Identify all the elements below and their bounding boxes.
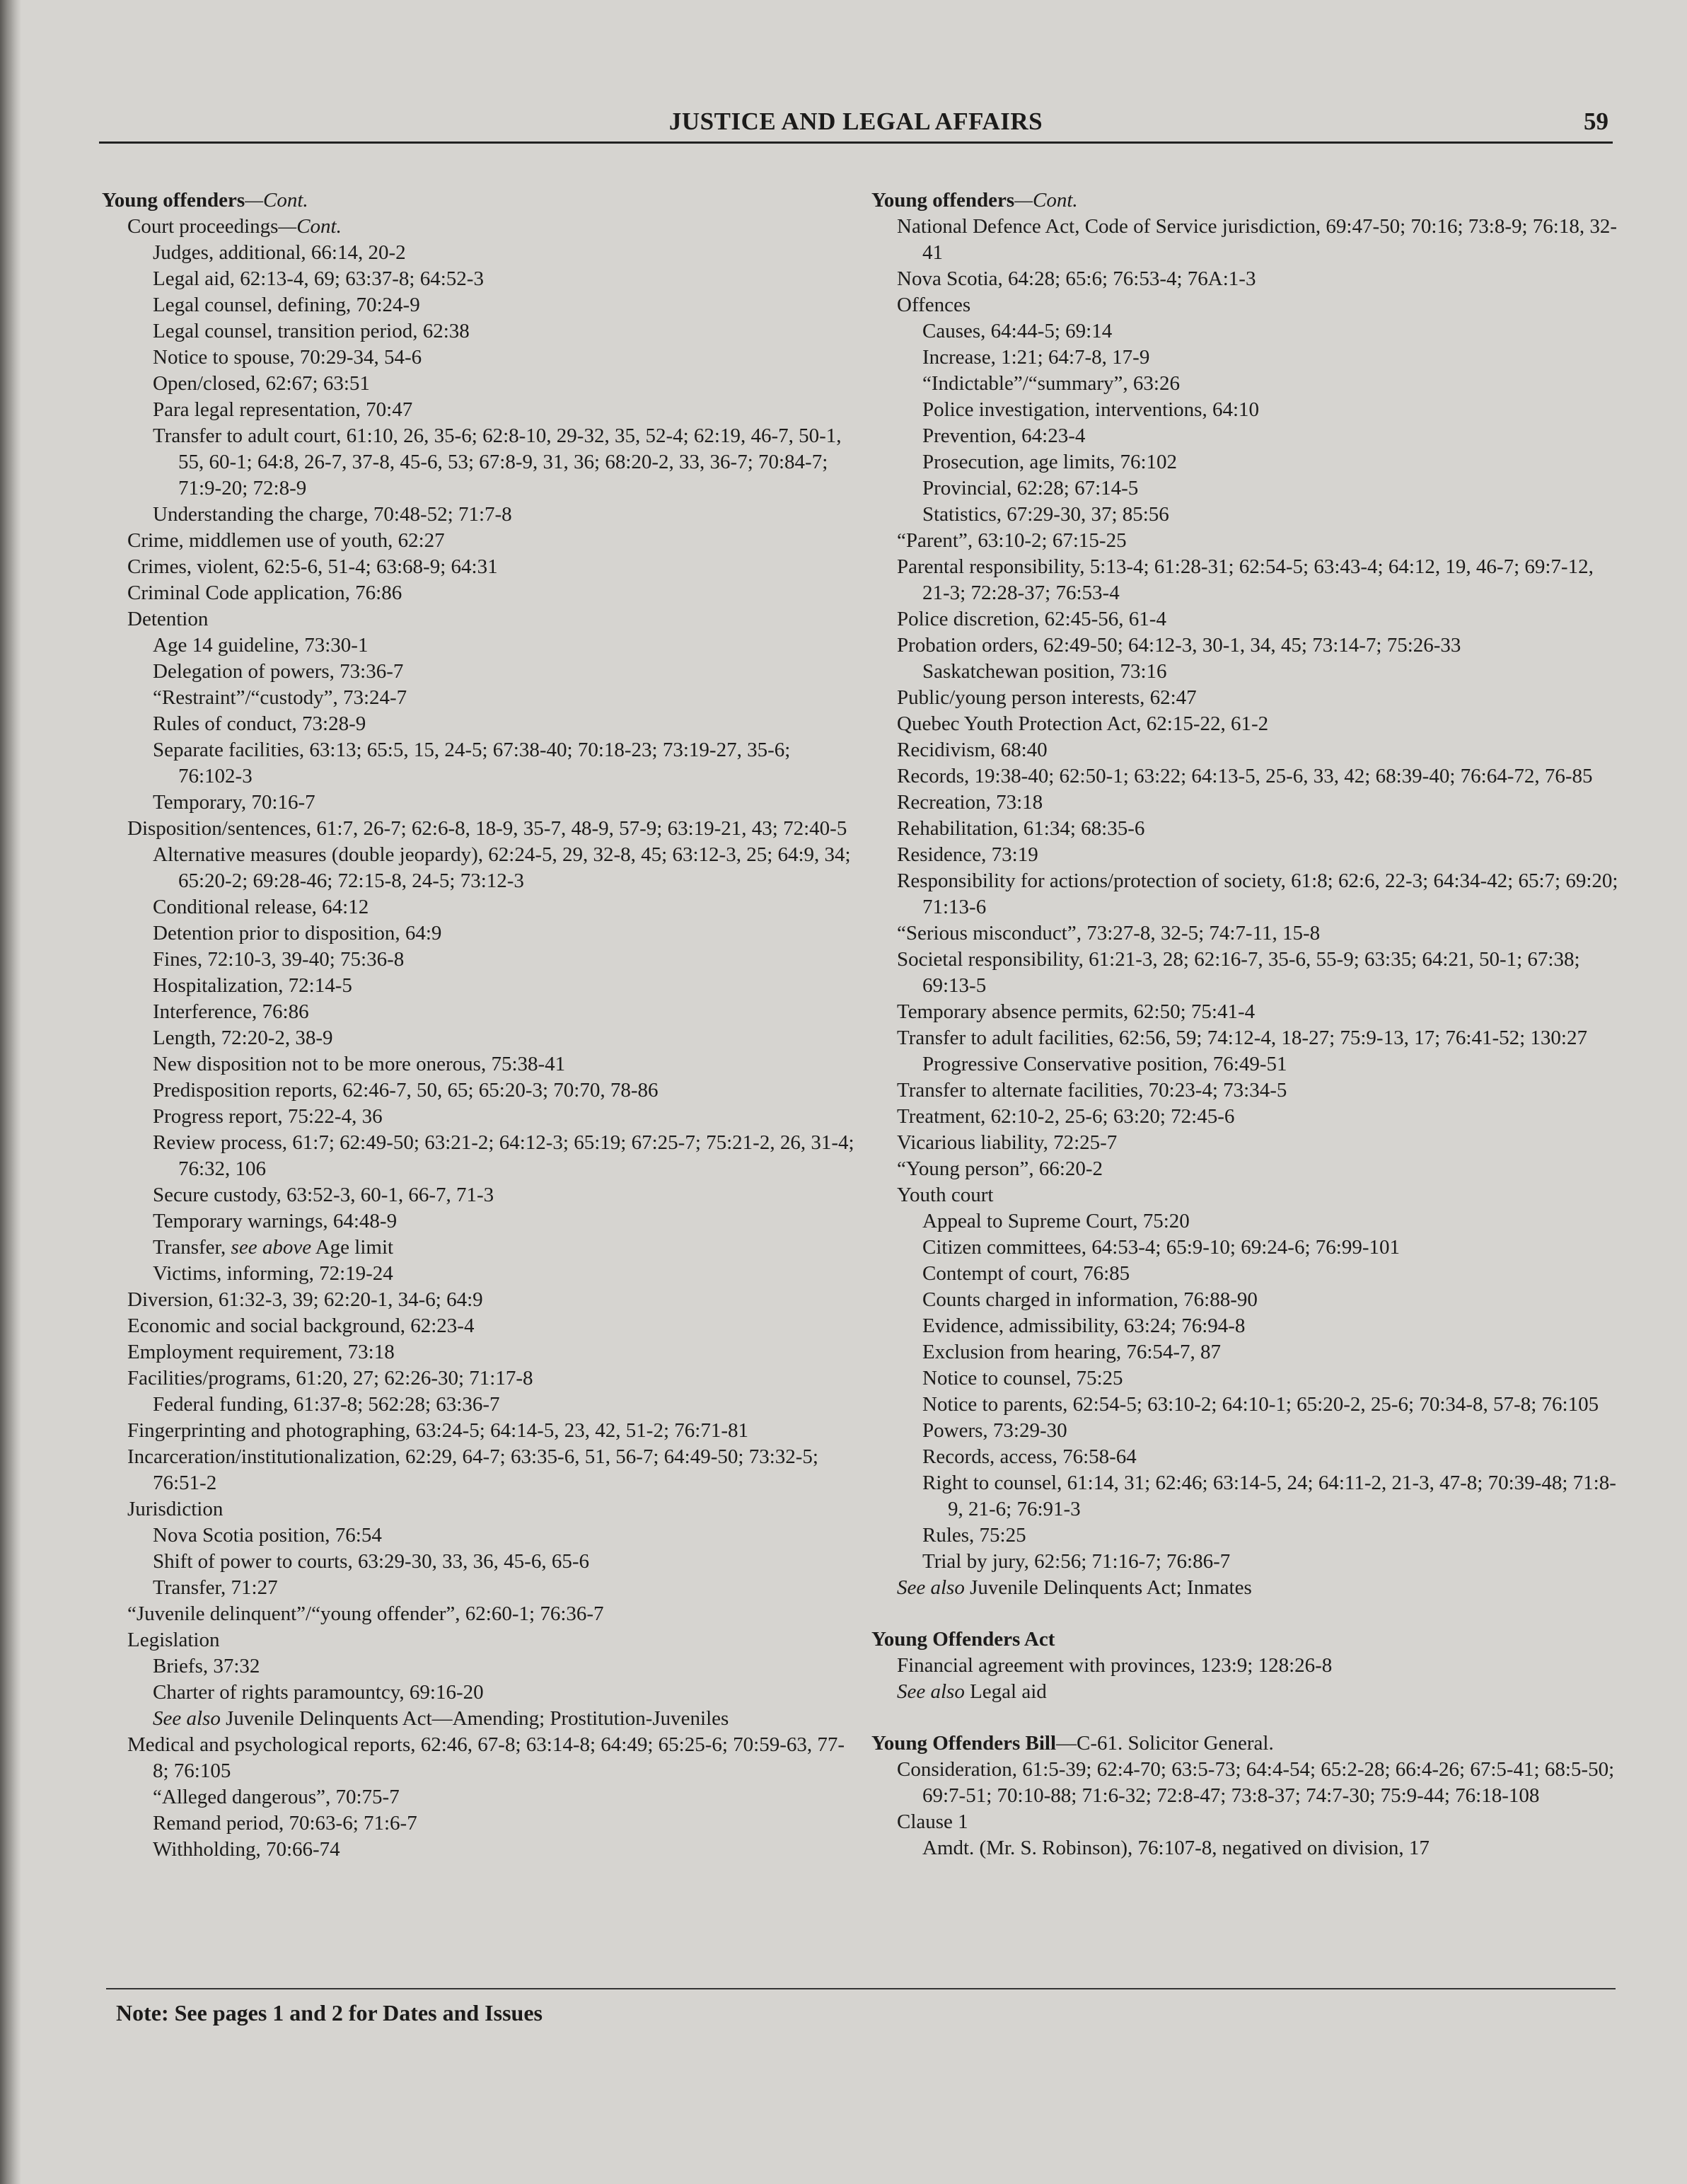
entry-text: “Young person”, 66:20-2 bbox=[897, 1157, 1103, 1180]
entry-text: Temporary warnings, 64:48-9 bbox=[153, 1210, 398, 1232]
index-entry bbox=[871, 1261, 1621, 1287]
entry-text: Evidence, admissibility, 63:24; 76:94-8 bbox=[922, 1315, 1246, 1337]
index-entry bbox=[102, 999, 859, 1025]
entry-text: Saskatchewan position, 73:16 bbox=[922, 660, 1167, 683]
index-entry bbox=[871, 790, 1621, 816]
entry-text: Statistics, 67:29-30, 37; 85:56 bbox=[922, 503, 1169, 526]
index-entry bbox=[102, 1523, 859, 1549]
entry-text: Police discretion, 62:45-56, 61-4 bbox=[897, 608, 1166, 630]
entry-text: Federal funding, 61:37-8; 562:28; 63:36-7 bbox=[153, 1393, 500, 1416]
index-entry bbox=[102, 266, 859, 292]
index-entry bbox=[871, 1339, 1621, 1365]
index-entry bbox=[871, 1287, 1621, 1313]
index-entry bbox=[102, 1444, 859, 1496]
entry-text: Medical and psychological reports, 62:46, 67-8; 63:14-8; 64:49; 65:25-6; 70:59-63, 77-8; 76:105 bbox=[127, 1733, 845, 1782]
entry-text: Powers, 73:29-30 bbox=[922, 1419, 1067, 1442]
entry-text: Transfer to adult facilities, 62:56, 59; 74:12-4, 18-27; 75:9-13, 17; 76:41-52; 130:27 bbox=[897, 1027, 1587, 1049]
entry-text: Crimes, violent, 62:5-6, 51-4; 63:68-9; 64:31 bbox=[127, 555, 498, 578]
entry-text: Recreation, 73:18 bbox=[897, 791, 1043, 814]
index-entry bbox=[871, 868, 1621, 920]
index-entry bbox=[102, 711, 859, 737]
index-entry bbox=[871, 1025, 1621, 1051]
entry-text: Crime, middlemen use of youth, 62:27 bbox=[127, 529, 445, 552]
index-heading bbox=[871, 1731, 1621, 1757]
entry-text: “Parent”, 63:10-2; 67:15-25 bbox=[897, 529, 1127, 552]
entry-text: Briefs, 37:32 bbox=[153, 1655, 260, 1677]
index-entry bbox=[871, 999, 1621, 1025]
index-entry bbox=[102, 1365, 859, 1392]
index-entry bbox=[102, 214, 859, 240]
index-entry bbox=[102, 920, 859, 947]
entry-text: Remand period, 70:63-6; 71:6-7 bbox=[153, 1812, 417, 1835]
entry-text: Judges, additional, 66:14, 20-2 bbox=[153, 241, 406, 264]
index-entry bbox=[871, 1077, 1621, 1104]
index-entry bbox=[871, 816, 1621, 842]
entry-text: Police investigation, interventions, 64:10 bbox=[922, 398, 1260, 421]
index-entry bbox=[871, 1549, 1621, 1575]
index-entry bbox=[102, 1680, 859, 1706]
index-entry bbox=[871, 1235, 1621, 1261]
entry-italic-text: —Cont. bbox=[278, 215, 342, 238]
entry-text: Vicarious liability, 72:25-7 bbox=[897, 1131, 1118, 1154]
entry-text: Fingerprinting and photographing, 63:24-5; 64:14-5, 23, 42, 51-2; 76:71-81 bbox=[127, 1419, 748, 1442]
entry-text: “Alleged dangerous”, 70:75-7 bbox=[153, 1786, 400, 1808]
index-entry bbox=[871, 318, 1621, 345]
entry-text: Quebec Youth Protection Act, 62:15-22, 61-2 bbox=[897, 712, 1269, 735]
entry-text: Notice to counsel, 75:25 bbox=[922, 1367, 1123, 1389]
entry-text: Facilities/programs, 61:20, 27; 62:26-30; 71:17-8 bbox=[127, 1367, 533, 1389]
index-entry bbox=[871, 371, 1621, 397]
entry-text: Provincial, 62:28; 67:14-5 bbox=[922, 477, 1139, 499]
index-entry bbox=[871, 1809, 1621, 1835]
index-entry bbox=[871, 659, 1621, 685]
footer-rule bbox=[106, 1988, 1616, 1989]
index-entry bbox=[871, 554, 1621, 606]
entry-text: Criminal Code application, 76:86 bbox=[127, 582, 402, 604]
index-heading bbox=[871, 1627, 1621, 1653]
index-entry bbox=[871, 1208, 1621, 1235]
entry-text: “Serious misconduct”, 73:27-8, 32-5; 74:7-11, 15-8 bbox=[897, 922, 1321, 944]
index-entry bbox=[102, 1496, 859, 1523]
entry-text: Consideration, 61:5-39; 62:4-70; 63:5-73; 64:4-54; 65:2-28; 66:4-26; 67:5-41; 68:5-50; 69:7-51; 70:10-88; 71:6-32; 72:8-47; 73:8-37; 74:7-30; 75:9-44; 76:18-108 bbox=[897, 1758, 1615, 1807]
entry-text: “Restraint”/“custody”, 73:24-7 bbox=[153, 686, 407, 709]
index-entry bbox=[871, 1757, 1621, 1809]
entry-text: Societal responsibility, 61:21-3, 28; 62:16-7, 35-6, 55-9; 63:35; 64:21, 50-1; 67:38; 69:13-5 bbox=[897, 948, 1580, 997]
entry-text: Offences bbox=[897, 294, 971, 316]
entry-text: Length, 72:20-2, 38-9 bbox=[153, 1027, 333, 1049]
entry-text: Probation orders, 62:49-50; 64:12-3, 30-1, 34, 45; 73:14-7; 75:26-33 bbox=[897, 634, 1461, 657]
index-entry bbox=[102, 1575, 859, 1601]
entry-heading-text: Young offenders bbox=[102, 189, 245, 212]
entry-text: Shift of power to courts, 63:29-30, 33, 36, 45-6, 65-6 bbox=[153, 1550, 589, 1573]
entry-text: Causes, 64:44-5; 69:14 bbox=[922, 320, 1113, 342]
index-entry bbox=[871, 1418, 1621, 1444]
entry-text: Legal aid, 62:13-4, 69; 63:37-8; 64:52-3 bbox=[153, 267, 484, 290]
entry-text: Responsibility for actions/protection of society, 61:8; 62:6, 22-3; 64:34-42; 65:7; 69:20; 71:13-6 bbox=[897, 869, 1618, 918]
index-entry bbox=[102, 1549, 859, 1575]
index-entry bbox=[871, 1051, 1621, 1077]
entry-text: Appeal to Supreme Court, 75:20 bbox=[922, 1210, 1190, 1232]
index-entry bbox=[871, 345, 1621, 371]
entry-text: Youth court bbox=[897, 1184, 994, 1206]
page-number: 59 bbox=[1584, 108, 1608, 135]
entry-text: Rules of conduct, 73:28-9 bbox=[153, 712, 366, 735]
index-entry bbox=[102, 1261, 859, 1287]
index-entry bbox=[102, 345, 859, 371]
entry-text: Legal counsel, defining, 70:24-9 bbox=[153, 294, 420, 316]
index-entry bbox=[871, 1130, 1621, 1156]
index-entry bbox=[102, 632, 859, 659]
index-entry bbox=[871, 292, 1621, 318]
entry-text: Disposition/sentences, 61:7, 26-7; 62:6-8, 18-9, 35-7, 48-9, 57-9; 63:19-21, 43; 72:40-5 bbox=[127, 817, 847, 840]
entry-text: Records, 19:38-40; 62:50-1; 63:22; 64:13-5, 25-6, 33, 42; 68:39-40; 76:64-72, 76-85 bbox=[897, 765, 1593, 787]
entry-text: Citizen committees, 64:53-4; 65:9-10; 69:24-6; 76:99-101 bbox=[922, 1236, 1400, 1259]
running-title: JUSTICE AND LEGAL AFFAIRS bbox=[668, 108, 1043, 135]
entry-text: Rules, 75:25 bbox=[922, 1524, 1026, 1547]
entry-text: Age 14 guideline, 73:30-1 bbox=[153, 634, 369, 657]
index-entry bbox=[871, 1365, 1621, 1392]
index-entry bbox=[871, 1444, 1621, 1470]
book-spine-shadow bbox=[0, 0, 21, 2184]
entry-gap bbox=[871, 1705, 1621, 1731]
index-entry bbox=[102, 816, 859, 842]
index-entry bbox=[871, 842, 1621, 868]
index-entry bbox=[102, 1104, 859, 1130]
index-heading bbox=[102, 187, 859, 214]
entry-text: Transfer to alternate facilities, 70:23-4; 73:34-5 bbox=[897, 1079, 1287, 1102]
index-entry bbox=[102, 1235, 859, 1261]
entry-text: New disposition not to be more onerous, 75:38-41 bbox=[153, 1053, 566, 1075]
index-entry bbox=[102, 842, 859, 894]
index-entry bbox=[871, 214, 1621, 266]
entry-text: Increase, 1:21; 64:7-8, 17-9 bbox=[922, 346, 1150, 369]
entry-tail-text: Juvenile Delinquents Act; Inmates bbox=[964, 1576, 1252, 1599]
entry-text: National Defence Act, Code of Service jurisdiction, 69:47-50; 70:16; 73:8-9; 76:18, 32-41 bbox=[897, 215, 1618, 264]
index-entry bbox=[102, 240, 859, 266]
entry-text: Alternative measures (double jeopardy), 62:24-5, 29, 32-8, 45; 63:12-3, 25; 64:9, 34; 65:20-2; 69:28-46; 72:15-8, 24-5; 73:12-3 bbox=[153, 843, 851, 892]
entry-text: Public/young person interests, 62:47 bbox=[897, 686, 1197, 709]
entry-text: Separate facilities, 63:13; 65:5, 15, 24-5; 67:38-40; 70:18-23; 73:19-27, 35-6; 76:102-3 bbox=[153, 739, 791, 787]
entry-text: Clause 1 bbox=[897, 1810, 968, 1833]
index-entry bbox=[102, 1025, 859, 1051]
entry-text: Notice to parents, 62:54-5; 63:10-2; 64:10-1; 65:20-2, 25-6; 70:34-8, 57-8; 76:105 bbox=[922, 1393, 1599, 1416]
entry-text: Court proceedings bbox=[127, 215, 279, 238]
index-entry bbox=[871, 920, 1621, 947]
entry-text: Delegation of powers, 73:36-7 bbox=[153, 660, 404, 683]
index-entry bbox=[102, 1392, 859, 1418]
entry-text: Conditional release, 64:12 bbox=[153, 896, 369, 918]
index-entry bbox=[871, 528, 1621, 554]
entry-text: Financial agreement with provinces, 123:9; 128:26-8 bbox=[897, 1654, 1333, 1677]
index-entry bbox=[102, 502, 859, 528]
index-entry bbox=[871, 502, 1621, 528]
index-heading bbox=[871, 187, 1621, 214]
index-entry bbox=[102, 947, 859, 973]
index-entry bbox=[102, 790, 859, 816]
index-entry bbox=[871, 1182, 1621, 1208]
index-entry bbox=[102, 423, 859, 502]
index-entry bbox=[102, 1339, 859, 1365]
entry-text: “Indictable”/“summary”, 63:26 bbox=[922, 372, 1180, 395]
index-entry bbox=[102, 1810, 859, 1837]
entry-text: Hospitalization, 72:14-5 bbox=[153, 974, 352, 997]
entry-text: Secure custody, 63:52-3, 60-1, 66-7, 71-3 bbox=[153, 1184, 494, 1206]
index-entry bbox=[871, 423, 1621, 449]
entry-text: Right to counsel, 61:14, 31; 62:46; 63:14-5, 24; 64:11-2, 21-3, 47-8; 70:39-48; 71:8-9, 21-6; 76:91-3 bbox=[922, 1472, 1616, 1520]
index-entry bbox=[102, 1418, 859, 1444]
entry-italic-text: see above bbox=[231, 1236, 312, 1259]
index-entry bbox=[102, 371, 859, 397]
index-entry bbox=[102, 973, 859, 999]
index-entry bbox=[102, 894, 859, 920]
index-entry bbox=[871, 685, 1621, 711]
index-entry bbox=[871, 1156, 1621, 1182]
entry-text: Interference, 76:86 bbox=[153, 1000, 309, 1023]
entry-text: Economic and social background, 62:23-4 bbox=[127, 1315, 475, 1337]
entry-text: Residence, 73:19 bbox=[897, 843, 1038, 866]
index-entry bbox=[871, 475, 1621, 502]
entry-text: Transfer, 71:27 bbox=[153, 1576, 278, 1599]
index-entry bbox=[871, 1470, 1621, 1523]
entry-text: Detention prior to disposition, 64:9 bbox=[153, 922, 442, 944]
entry-italic-text: See also bbox=[897, 1680, 965, 1703]
entry-tail-text: Age limit bbox=[311, 1236, 394, 1259]
entry-text: Review process, 61:7; 62:49-50; 63:21-2; 64:12-3; 65:19; 67:25-7; 75:21-2, 26, 31-4; 76:32, 106 bbox=[153, 1131, 854, 1180]
entry-text: Jurisdiction bbox=[127, 1498, 224, 1520]
index-entry bbox=[102, 1837, 859, 1863]
entry-text: Detention bbox=[127, 608, 209, 630]
entry-gap bbox=[871, 1601, 1621, 1627]
entry-text: Employment requirement, 73:18 bbox=[127, 1341, 395, 1363]
index-entry bbox=[871, 1523, 1621, 1549]
index-entry bbox=[102, 737, 859, 790]
entry-text: Prosecution, age limits, 76:102 bbox=[922, 451, 1178, 473]
index-entry bbox=[102, 1182, 859, 1208]
entry-text: Fines, 72:10-3, 39-40; 75:36-8 bbox=[153, 948, 405, 971]
entry-text: Treatment, 62:10-2, 25-6; 63:20; 72:45-6 bbox=[897, 1105, 1235, 1128]
entry-text: Trial by jury, 62:56; 71:16-7; 76:86-7 bbox=[922, 1550, 1231, 1573]
index-entry bbox=[102, 1706, 859, 1732]
entry-italic-text: See also bbox=[897, 1576, 965, 1599]
index-entry bbox=[871, 1653, 1621, 1679]
entry-text: Progressive Conservative position, 76:49-51 bbox=[922, 1053, 1287, 1075]
index-entry bbox=[102, 1130, 859, 1182]
index-entry bbox=[871, 737, 1621, 763]
index-entry bbox=[871, 1835, 1621, 1861]
entry-text: Exclusion from hearing, 76:54-7, 87 bbox=[922, 1341, 1222, 1363]
entry-text: Withholding, 70:66-74 bbox=[153, 1838, 340, 1861]
entry-text: Transfer to adult court, 61:10, 26, 35-6; 62:8-10, 29-32, 35, 52-4; 62:19, 46-7, 50-1, 55, 60-1; 64:8, 26-7, 37-8, 45-6, 53; 67:8-9, 31, 36; 68:20-2, 33, 36-7; 70:84-7; 71:9-20; 72:8-9 bbox=[153, 424, 842, 499]
index-entry bbox=[102, 397, 859, 423]
entry-text: Counts charged in information, 76:88-90 bbox=[922, 1288, 1258, 1311]
index-entry bbox=[871, 1313, 1621, 1339]
index-entry bbox=[102, 1601, 859, 1627]
index-entry bbox=[102, 606, 859, 632]
entry-text: Transfer, bbox=[153, 1236, 231, 1259]
page-header bbox=[99, 106, 1613, 144]
index-entry bbox=[102, 1051, 859, 1077]
entry-text: Nova Scotia position, 76:54 bbox=[153, 1524, 382, 1547]
entry-heading-text: Young Offenders Bill bbox=[871, 1732, 1057, 1755]
entry-text: Contempt of court, 76:85 bbox=[922, 1262, 1130, 1285]
index-entry bbox=[102, 1784, 859, 1810]
entry-italic-text: See also bbox=[153, 1707, 221, 1730]
entry-text: Para legal representation, 70:47 bbox=[153, 398, 413, 421]
index-entry bbox=[102, 1313, 859, 1339]
entry-text: Diversion, 61:32-3, 39; 62:20-1, 34-6; 64:9 bbox=[127, 1288, 483, 1311]
entry-text: Incarceration/institutionalization, 62:29, 64-7; 63:35-6, 51, 56-7; 64:49-50; 73:32-5; 76:51-2 bbox=[127, 1445, 818, 1494]
entry-text: Nova Scotia, 64:28; 65:6; 76:53-4; 76A:1-3 bbox=[897, 267, 1256, 290]
entry-text: Temporary absence permits, 62:50; 75:41-4 bbox=[897, 1000, 1256, 1023]
index-entry bbox=[102, 1627, 859, 1653]
index-entry bbox=[871, 1104, 1621, 1130]
index-entry bbox=[871, 266, 1621, 292]
index-entry bbox=[102, 580, 859, 606]
index-entry bbox=[102, 685, 859, 711]
entry-text: Charter of rights paramountcy, 69:16-20 bbox=[153, 1681, 484, 1704]
index-entry bbox=[102, 1287, 859, 1313]
index-entry bbox=[102, 292, 859, 318]
entry-heading-text: Young Offenders Act bbox=[871, 1628, 1055, 1651]
entry-text: Prevention, 64:23-4 bbox=[922, 424, 1086, 447]
index-entry bbox=[102, 318, 859, 345]
entry-italic-text: —Cont. bbox=[1014, 189, 1078, 212]
entry-text: Recidivism, 68:40 bbox=[897, 739, 1048, 761]
index-entry bbox=[871, 947, 1621, 999]
entry-text: Understanding the charge, 70:48-52; 71:7-8 bbox=[153, 503, 512, 526]
entry-text: Progress report, 75:22-4, 36 bbox=[153, 1105, 383, 1128]
index-entry bbox=[102, 528, 859, 554]
index-entry bbox=[871, 449, 1621, 475]
entry-text: Legislation bbox=[127, 1629, 220, 1651]
index-column-right bbox=[871, 187, 1621, 1861]
index-entry bbox=[871, 397, 1621, 423]
index-entry bbox=[102, 554, 859, 580]
index-entry bbox=[871, 763, 1621, 790]
entry-tail-text: Juvenile Delinquents Act—Amending; Prostitution-Juveniles bbox=[220, 1707, 729, 1730]
entry-text: Legal counsel, transition period, 62:38 bbox=[153, 320, 470, 342]
entry-text: Parental responsibility, 5:13-4; 61:28-31; 62:54-5; 63:43-4; 64:12, 19, 46-7; 69:7-12, 21-3; 72:28-37; 76:53-4 bbox=[897, 555, 1594, 604]
index-entry bbox=[871, 1575, 1621, 1601]
entry-text: Predisposition reports, 62:46-7, 50, 65; 65:20-3; 70:70, 78-86 bbox=[153, 1079, 659, 1102]
index-entry bbox=[102, 659, 859, 685]
index-entry bbox=[871, 1392, 1621, 1418]
index-entry bbox=[102, 1653, 859, 1680]
index-entry bbox=[102, 1077, 859, 1104]
entry-text: Rehabilitation, 61:34; 68:35-6 bbox=[897, 817, 1145, 840]
entry-text: Victims, informing, 72:19-24 bbox=[153, 1262, 393, 1285]
entry-heading-text: Young offenders bbox=[871, 189, 1015, 212]
entry-tail-text: Legal aid bbox=[964, 1680, 1047, 1703]
entry-tail-text: —C-61. Solicitor General. bbox=[1056, 1732, 1274, 1755]
index-column-left bbox=[102, 187, 859, 1863]
entry-italic-text: —Cont. bbox=[245, 189, 308, 212]
entry-text: Records, access, 76:58-64 bbox=[922, 1445, 1137, 1468]
footer-note: Note: See pages 1 and 2 for Dates and Issues bbox=[116, 2000, 543, 2026]
entry-text: Amdt. (Mr. S. Robinson), 76:107-8, negatived on division, 17 bbox=[922, 1837, 1430, 1859]
index-entry bbox=[871, 711, 1621, 737]
index-entry bbox=[102, 1208, 859, 1235]
index-entry bbox=[871, 632, 1621, 659]
entry-text: Temporary, 70:16-7 bbox=[153, 791, 315, 814]
entry-text: Notice to spouse, 70:29-34, 54-6 bbox=[153, 346, 422, 369]
entry-text: “Juvenile delinquent”/“young offender”, 62:60-1; 76:36-7 bbox=[127, 1602, 604, 1625]
index-entry bbox=[871, 1679, 1621, 1705]
index-entry bbox=[871, 606, 1621, 632]
index-entry bbox=[102, 1732, 859, 1784]
entry-text: Open/closed, 62:67; 63:51 bbox=[153, 372, 370, 395]
